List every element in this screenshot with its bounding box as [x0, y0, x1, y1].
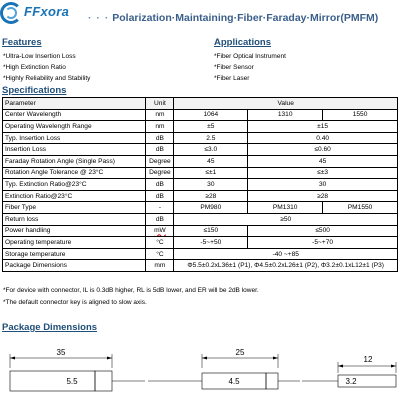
table-row — [3, 132, 398, 144]
table-row — [3, 213, 398, 225]
param-cell: Package Dimensions — [3, 260, 146, 272]
unit-cell: °C — [146, 237, 174, 249]
value-cell: ±5 — [174, 121, 248, 133]
p1-diameter-label: 5.5 — [66, 377, 78, 386]
specifications-heading: Specifications — [2, 85, 67, 96]
value-cell: 45 — [248, 155, 398, 167]
table-row — [3, 121, 398, 133]
note-connector: *For device with connector, IL is 0.3dB higher, RL is 5dB lower, and ER will be 2dB lower. — [3, 287, 259, 294]
p2-length-label: 25 — [235, 348, 245, 357]
unit-cell: dB — [146, 213, 174, 225]
title-dots: · · · — [88, 12, 110, 24]
param-cell: Extinction Ratio@23°C — [3, 190, 146, 202]
application-item: *Fiber Laser — [214, 75, 250, 82]
unit-cell: mW — [146, 225, 174, 237]
param-cell: Operating temperature — [3, 237, 146, 249]
page-title — [88, 12, 378, 24]
feature-item: *Highly Reliability and Stability — [3, 75, 91, 82]
param-cell: Storage temperature — [3, 248, 146, 260]
package-dimensions-heading: Package Dimensions — [2, 322, 98, 333]
table-row — [3, 202, 398, 214]
p2-diameter-label: 4.5 — [228, 377, 240, 386]
table-row — [3, 260, 398, 272]
value-cell: PM1550 — [323, 202, 398, 214]
value-cell: ≤150 — [174, 225, 248, 237]
table-row — [3, 190, 398, 202]
applications-heading: Applications — [214, 37, 272, 48]
p1-length-label: 35 — [56, 348, 66, 357]
value-cell: ≤500 — [248, 225, 398, 237]
header-cell: Unit — [146, 98, 174, 110]
table-row — [3, 179, 398, 191]
value-cell: ≤±1 — [174, 167, 248, 179]
table-row — [3, 144, 398, 156]
header-cell: Parameter — [3, 98, 146, 110]
table-row — [3, 225, 398, 237]
note-key: *The default connector key is aligned to slow axis. — [3, 299, 147, 306]
unit-cell: dB — [146, 132, 174, 144]
unit-cell: Degree — [146, 155, 174, 167]
value-cell: 45 — [174, 155, 248, 167]
param-cell: Insertion Loss — [3, 144, 146, 156]
param-cell: Power handling — [3, 225, 146, 237]
value-cell: ≥50 — [174, 213, 398, 225]
table-row — [3, 237, 398, 249]
value-cell: -5~+70 — [248, 237, 398, 249]
unit-cell: nm — [146, 109, 174, 121]
p3-length-label: 12 — [363, 355, 373, 364]
unit-cell: nm — [146, 121, 174, 133]
unit-cell: - — [146, 202, 174, 214]
param-cell: Fiber Type — [3, 202, 146, 214]
table-row — [3, 248, 398, 260]
param-cell: Typ. Extinction Ratio@23°C — [3, 179, 146, 191]
table-row — [3, 167, 398, 179]
value-cell: ≤±3 — [248, 167, 398, 179]
unit-cell: mm — [146, 260, 174, 272]
param-cell: Return loss — [3, 213, 146, 225]
value-cell: 1550 — [323, 109, 398, 121]
param-cell: Center Wavelength — [3, 109, 146, 121]
param-cell: Typ. Insertion Loss — [3, 132, 146, 144]
table-row — [3, 155, 398, 167]
value-cell: PM1310 — [248, 202, 323, 214]
unit-cell: dB — [146, 144, 174, 156]
package-p2 — [148, 354, 300, 389]
application-item: *Fiber Sensor — [214, 64, 254, 71]
unit-cell: Degree — [146, 167, 174, 179]
feature-item: *Ultra-Low Insertion Loss — [3, 53, 76, 60]
value-cell: Φ5.5±0.2xL36±1 (P1), Φ4.5±0.2xL26±1 (P2), Φ3.2±0.1xL12±1 (P3) — [174, 260, 398, 272]
value-cell: ±15 — [248, 121, 398, 133]
features-heading: Features — [2, 37, 42, 48]
value-cell: -40 ~+85 — [174, 248, 398, 260]
value-cell: 0.40 — [248, 132, 398, 144]
value-cell: 30 — [174, 179, 248, 191]
unit-cell: °C — [146, 248, 174, 260]
unit-cell: dB — [146, 179, 174, 191]
param-cell: Operating Wavelength Range — [3, 121, 146, 133]
unit-cell: dB — [146, 190, 174, 202]
table-header-row — [3, 98, 398, 110]
p3-diameter-label: 3.2 — [345, 377, 357, 386]
value-cell: ≥28 — [174, 190, 248, 202]
specifications-table — [2, 97, 398, 272]
page-header — [0, 0, 400, 34]
value-cell: PM980 — [174, 202, 248, 214]
feature-item: *High Extinction Ratio — [3, 64, 66, 71]
features-list — [3, 51, 90, 84]
value-cell: -5~+50 — [174, 237, 248, 249]
logo-text: FFxora — [24, 4, 70, 19]
logo-inner-icon — [5, 7, 17, 19]
package-dimensions-drawing — [0, 340, 400, 400]
value-cell: ≤0.60 — [248, 144, 398, 156]
value-cell: ≥28 — [248, 190, 398, 202]
title-text: Polarization·Maintaining·Fiber·Faraday·Mirror(PMFM) — [112, 12, 379, 24]
application-item: *Fiber Optical Instrument — [214, 53, 286, 60]
applications-list — [214, 51, 286, 84]
value-cell: 1310 — [248, 109, 323, 121]
table-row — [3, 109, 398, 121]
param-cell: Faraday Rotation Angle (Single Pass) — [3, 155, 146, 167]
value-cell: 2.5 — [174, 132, 248, 144]
header-cell: Value — [174, 98, 398, 110]
param-cell: Rotation Angle Tolerance @ 23°C — [3, 167, 146, 179]
value-cell: ≤3.0 — [174, 144, 248, 156]
value-cell: 1064 — [174, 109, 248, 121]
value-cell: 30 — [248, 179, 398, 191]
